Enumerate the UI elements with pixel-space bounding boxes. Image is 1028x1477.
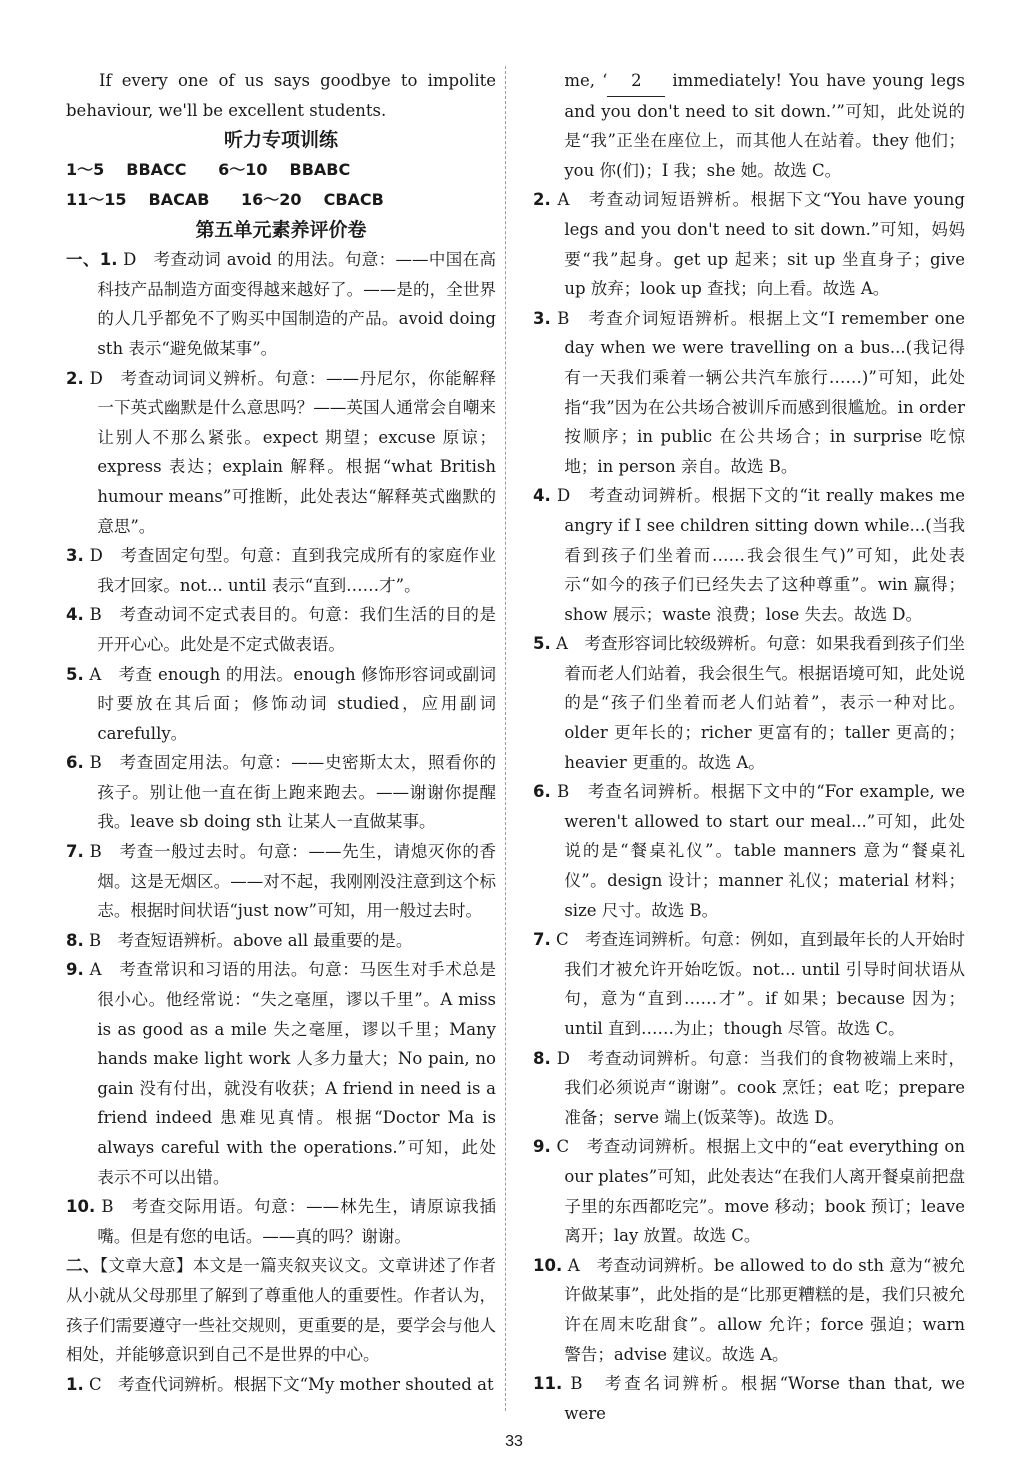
item-text: A 考查常识和习语的用法。句意：马医生对手术总是很小心。他经常说：“失之毫厘，谬以千里”。A miss is as good as a mile 失之毫厘，谬以千里；Many hands make light work 人多力量大；No pain, no gain 没有付出，就没有收获；A friend in need is a friend indeed 患难见真情。根据“Doctor Ma is always careful with the operations.”可知，此处表示不可以出错。 [89, 960, 497, 1187]
list-item [533, 1251, 965, 1369]
item-number: 10. [533, 1255, 563, 1275]
section-label: 二、 [66, 1256, 100, 1276]
item-number: 3. [533, 308, 551, 328]
page-number: 33 [505, 1433, 523, 1450]
continued-text: immediately! You have young legs and you don't need to sit down.’”可知，此处说的是“我”正坐在座位上，而其他人在站着。they 他们；you 你(们)；I 我；she 她。故选 C。 [564, 71, 965, 180]
item-number: 5. [66, 664, 84, 684]
range-label: 1～5 [66, 160, 105, 180]
item-number: 2. [533, 190, 551, 210]
item-text: A 考查形容词比较级辨析。句意：如果我看到孩子们坐着而老人们站着，我会很生气。根据语境可知，此处说的是“孩子们坐着而老人们站着”，表示一种对比。older 更年长的；richer 更富有的；taller 更高的；heavier 更重的。故选 A。 [556, 634, 965, 772]
item-text: B 考查一般过去时。句意：——先生，请熄灭你的香烟。这是无烟区。——对不起，我刚刚没注意到这个标志。根据时间状语“just now”可知，用一般过去时。 [89, 842, 496, 921]
item-number: 4. [66, 605, 84, 625]
continued-paragraph [533, 66, 965, 185]
unit-title: 第五单元素养评价卷 [195, 219, 367, 242]
item-text: B 考查交际用语。句意：——林先生，请原谅我插嘴。但是有您的电话。——真的吗？谢谢。 [97, 1197, 496, 1246]
list-item [66, 364, 496, 542]
item-number: 4. [533, 486, 551, 506]
list-item [533, 185, 965, 303]
item-text: B 考查固定用法。句意：——史密斯太太，照看你的孩子。别让他一直在街上跑来跑去。——谢谢你提醒我。leave sb doing sth 让某人一直做某事。 [89, 753, 496, 832]
item-number: 6. [533, 782, 551, 802]
item-text: A 考查 enough 的用法。enough 修饰形容词或副词时要放在其后面；修饰动词 studied，应用副词 carefully。 [89, 664, 497, 743]
list-item [66, 660, 496, 749]
item-number: 1. [99, 250, 118, 270]
list-item [533, 1044, 965, 1133]
list-item [533, 1369, 965, 1428]
answer-keys: BBABC [289, 160, 351, 180]
item-number: 8. [66, 930, 84, 950]
list-item [533, 629, 965, 777]
item-number: 11. [533, 1374, 563, 1394]
range-label: 16～20 [241, 190, 302, 210]
list-item [66, 837, 496, 926]
item-text: D 考查动词辨析。根据下文的“it really makes me angry if I see children sitting down while...(当我看到孩子们坐着而……我会很生气)”可知，此处表示“如今的孩子们已经失去了这种尊重”。win 赢得；show 展示；waste 浪费；lose 失去。故选 D。 [557, 486, 966, 624]
continued-text: me, ‘ [564, 71, 608, 90]
intro-paragraph: If every one of us says goodbye to impolite behaviour, we'll be excellent students. [66, 71, 496, 120]
listening-answers-row-1 [66, 155, 496, 185]
item-text: A 考查动词短语辨析。根据下文“You have young legs and you don't need to sit down.”可知，妈妈要“我”起身。get up 起来；sit up 坐直身子；give up 放弃；look up 查找；向上看。故选 A。 [557, 190, 965, 299]
item-number: 10. [66, 1197, 96, 1217]
list-item [66, 245, 496, 363]
answer-keys: CBACB [323, 190, 384, 210]
item-text: C 考查代词辨析。根据下文“My mother shouted at [89, 1374, 494, 1394]
item-text: D 考查动词词义辨析。句意：——丹尼尔，你能解释一下英式幽默是什么意思吗？——英国人通常会自嘲来让别人不那么紧张。expect 期望；excuse 原谅；express 表达；explain 解释。根据“what British humour means”可推断，此处表达“解释英式幽默的意思”。 [89, 368, 496, 536]
listening-answers-row-2 [66, 185, 496, 215]
item-number: 7. [66, 842, 84, 862]
item-number: 8. [533, 1048, 551, 1068]
item-text: C 考查连词辨析。句意：例如，直到最年长的人开始时我们才被允许开始吃饭。not... until 引导时间状语从句，意为“直到……才”。if 如果；because 因为；until 直到……为止；though 尽管。故选 C。 [556, 930, 966, 1038]
item-text: C 考查动词辨析。根据上文中的“eat everything on our plates”可知，此处表达“在我们人离开餐桌前把盘子里的东西都吃完”。move 移动；book 预订；leave 离开；lay 放置。故选 C。 [556, 1137, 965, 1246]
answer-keys: BACAB [148, 190, 210, 210]
item-text: D 考查动词 avoid 的用法。句意：——中国在高科技产品制造方面变得越来越好了。——是的，全世界的人几乎都免不了购买中国制造的产品。avoid doing sth 表示“避免做某事”。 [97, 250, 496, 358]
item-text: B 考查名词辨析。根据下文中的“For example, we weren't allowed to start our meal...”可知，此处说的是“餐桌礼仪”。table manners 意为“餐桌礼仪”。design 设计；manner 礼仪；material 材料；size 尺寸。故选 B。 [557, 782, 965, 920]
list-item [66, 1370, 496, 1400]
list-item [66, 541, 496, 600]
list-item [66, 926, 496, 956]
item-text: D 考查固定句型。句意：直到我完成所有的家庭作业我才回家。not... until 表示“直到……才”。 [89, 546, 496, 595]
column-divider [505, 66, 506, 1411]
item-text: B 考查介词短语辨析。根据上文“I remember one day when we were travelling on a bus...(我记得有一天我们乘着一辆公共汽车旅行……)”可知，此处指“我”因为在公共场合被训斥而感到很尴尬。in order 按顺序；in public 在公共场合；in surprise 吃惊地；in person 亲自。故选 B。 [557, 308, 965, 476]
range-label: 11～15 [66, 190, 127, 210]
item-text: A 考查动词辨析。be allowed to do sth 意为“被允许做某事”，此处指的是“比那更糟糕的是，我们只被允许在周末吃甜食”。allow 允许；force 强迫；warn 警告；advise 建议。故选 A。 [564, 1255, 965, 1364]
item-text: B 考查动词不定式表目的。句意：我们生活的目的是开开心心。此处是不定式做表语。 [89, 605, 496, 654]
answer-keys: BBACC [126, 160, 187, 180]
item-number: 2. [66, 368, 84, 388]
list-item [66, 600, 496, 659]
list-item [66, 1192, 496, 1251]
item-number: 3. [66, 546, 84, 566]
item-text: B 考查名词辨析。根据“Worse than that, we were [564, 1374, 965, 1423]
item-number: 9. [66, 960, 84, 980]
section-two-summary [66, 1251, 496, 1369]
summary-text: 【文章大意】本文是一篇夹叙夹议文。文章讲述了作者从小就从父母那里了解到了尊重他人的重要性。作者认为，孩子们需要遵守一些社交规则，更重要的是，要学会与他人相处，并能够意识到自己不是世界的中心。 [66, 1256, 497, 1365]
section-label: 一、 [66, 250, 100, 270]
blank-number: 2 [607, 66, 665, 97]
listening-title: 听力专项训练 [223, 129, 338, 152]
list-item [66, 748, 496, 837]
item-text: B 考查短语辨析。above all 最重要的是。 [89, 930, 413, 950]
list-item [533, 925, 965, 1043]
item-number: 9. [533, 1137, 551, 1157]
item-number: 1. [66, 1374, 84, 1394]
list-item [533, 481, 965, 629]
section-one-items [66, 245, 496, 1251]
range-label: 6～10 [218, 160, 268, 180]
item-text: D 考查动词辨析。句意：当我们的食物被端上来时，我们必须说声“谢谢”。cook 烹饪；eat 吃；prepare 准备；serve 端上(饭菜等)。故选 D。 [556, 1048, 966, 1127]
list-item [533, 304, 965, 482]
item-number: 7. [533, 930, 551, 950]
list-item [533, 1132, 965, 1250]
list-item [533, 777, 965, 925]
list-item [66, 955, 496, 1192]
item-number: 5. [533, 634, 551, 654]
item-number: 6. [66, 753, 84, 773]
right-column [533, 66, 965, 1428]
left-column [66, 66, 496, 1399]
